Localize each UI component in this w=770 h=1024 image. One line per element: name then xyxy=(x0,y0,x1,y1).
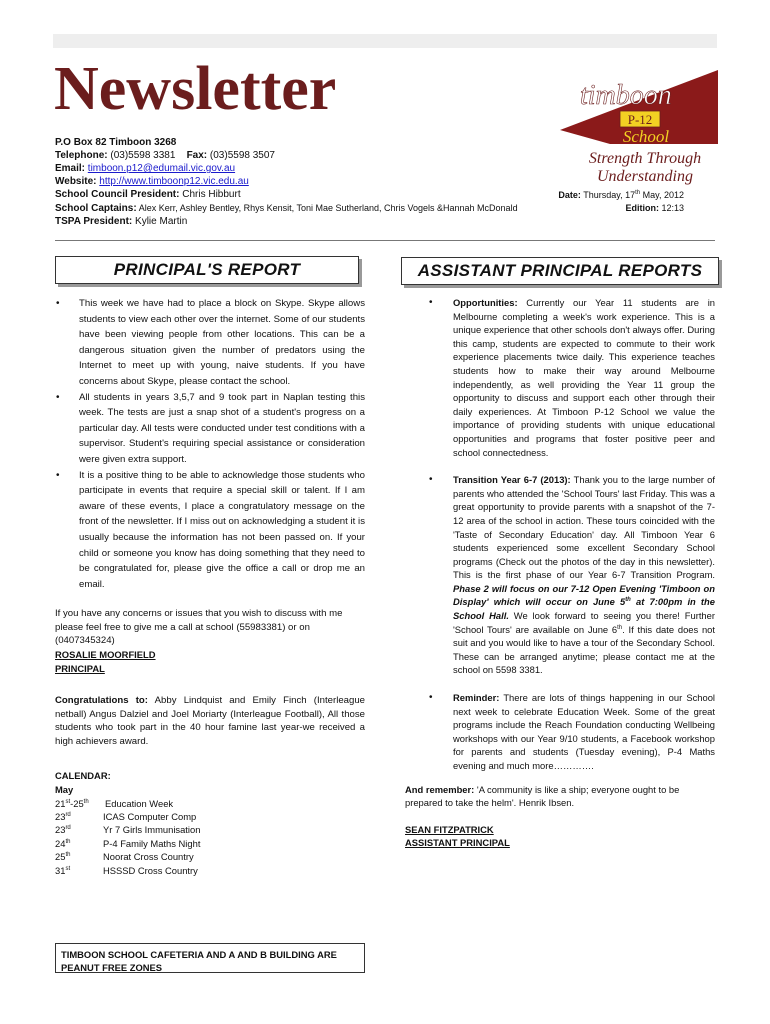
principal-bullet: • This week we have had to place a block on Skype. Skype allows students to view each other over the internet. Some of our students have been viewing people from other locations. This can be a dangerous situation given the number of predators using the Internet to meet up with young, naive students. If you have concerns about Skype, please contact the school. xyxy=(55,296,365,390)
calendar-heading: CALENDAR: xyxy=(55,769,111,781)
newsletter-title: Newsletter xyxy=(54,55,337,123)
calendar-entry: 24th P-4 Family Maths Night xyxy=(55,837,201,849)
email-line: Email: timboon.p12@edumail.vic.gov.au xyxy=(55,163,236,174)
assistant-principal-heading: ASSISTANT PRINCIPAL REPORTS xyxy=(401,257,719,285)
school-motto: Strength Through Understanding xyxy=(588,150,702,185)
principal-sign-title: PRINCIPAL xyxy=(55,662,105,674)
website-line: Website: http://www.timboonp12.vic.edu.au xyxy=(55,176,249,187)
principal-bullet: • All students in years 3,5,7 and 9 took part in Naplan testing this week. The tests are just a snap shot of a student's progress on a particular day. All tests were conducted under test conditions with a supervisor. Student's requiring special assistance or consideration were given extra support. xyxy=(55,390,365,468)
issue-date: Date: Thursday, 17th May, 2012 Edition: 12:13 xyxy=(558,190,684,213)
telephone-line: Telephone: (03)5598 3381 Fax: (03)5598 3507 xyxy=(55,150,275,161)
assistant-sign-name: SEAN FITZPATRICK xyxy=(405,823,494,835)
calendar-entry: 25th Noorat Cross Country xyxy=(55,851,194,863)
principal-report-heading: PRINCIPAL'S REPORT xyxy=(55,256,359,284)
calendar-entry: 31st HSSSD Cross Country xyxy=(55,864,198,876)
reminder-item: • Reminder: There are lots of things happening in our School next week to celebrate Education Week. Some of the great programs include the Reach Foundation conducting Wellbeing workshops with our Year 9/10 students, a Facebook workshop for parents and students (Tuesday evening), P-4 Maths evening and much more…………. xyxy=(405,691,715,773)
congratulations-text: Congratulations to: Abby Lindquist and Emily Finch (Interleague netball) Angus Dalziel and Joel Moriarty (Interleague Football), All those students who took part in the 40 hour famine last year-we received a high achievers award. xyxy=(55,695,365,748)
principal-report-body xyxy=(55,296,365,877)
email-link[interactable]: timboon.p12@edumail.vic.gov.au xyxy=(87,163,236,174)
peanut-free-notice: TIMBOON SCHOOL CAFETERIA AND A AND B BUILDING ARE PEANUT FREE ZONES xyxy=(55,943,365,973)
principal-sign-name: ROSALIE MOORFIELD xyxy=(55,649,156,661)
captains-line: School Captains: Alex Kerr, Ashley Bentley, Rhys Kensit, Toni Mae Sutherland, Chris Vogels &Hannah McDonald xyxy=(55,203,518,214)
and-remember-quote: And remember: 'A community is like a ship; everyone ought to be prepared to take the helm'. Henrik Ibsen. xyxy=(405,783,680,809)
logo-badge-text: P-12 xyxy=(627,112,653,127)
logo-school-text: School xyxy=(622,127,670,146)
transition-item: • Transition Year 6-7 (2013): Thank you to the large number of parents who attended the 'School Tours' last Friday. This was a great opportunity to provide parents with a snapshot of the 7-12 area of the school in action. These tours coincided with the 'Taste of Secondary Education' day. All Timboon Year 6 students experienced some excellent Secondary School programs (Check out the photos of the day in this newsletter). This is the first phase of our Year 6-7 Transition Program. Phase 2 will focus on our 7-12 Open Evening 'Timboon on Display' which will occur on June 5th at 7:00pm in the School Hall. We look forward to seeing you there! Further 'School Tours' are available on June 6th. If this date does not suit and you would like to have a tour of the Secondary School. These can be arranged anytime; please contact me at the school on 5598 3381. xyxy=(405,473,715,677)
council-line: School Council President: Chris Hibburt xyxy=(55,189,241,200)
opportunities-item: • Opportunities: Currently our Year 11 students are in Melbourne completing a week's work experience. This is a unique experience that other schools don't always offer. During this camp, students are expected to commute to their work experience placements twice daily. This experience teaches students how to make their way around Melbourne independently, as well providing the Year 11 group the opportunity to discuss and support each other through their daily experiences. At Timboon P-12 School we value the importance of providing students with unique educational opportunities and programs that foster positive peer and school connectedness. xyxy=(405,296,715,459)
principal-bullet: • It is a positive thing to be able to acknowledge those students who participate in events that require a special skill or talent. If I am aware of these events, I place a congratulatory message on the front of the newsletter. If I miss out on acknowledging a student it is usually because the information has not been passed on. If your child or someone you know has doing something that they need to be congratulated for, please give the office a call or drop me an email. xyxy=(55,468,365,593)
calendar-month: May xyxy=(55,783,74,795)
header-divider xyxy=(55,240,715,241)
principal-closing: If you have any concerns or issues that you wish to discuss with me please feel free to give me a call at school (55983381) or on (0407345324) xyxy=(55,608,343,647)
calendar xyxy=(55,769,365,877)
calendar-entry: 23rd Yr 7 Girls Immunisation xyxy=(55,824,201,836)
tspa-line: TSPA President: Kylie Martin xyxy=(55,216,188,227)
po-box: P.O Box 82 Timboon 3268 xyxy=(55,137,177,148)
calendar-entry: 21st-25th Education Week xyxy=(55,797,174,809)
calendar-entry: 23rd ICAS Computer Comp xyxy=(55,811,197,823)
assistant-sign-title: ASSISTANT PRINCIPAL xyxy=(405,837,510,849)
assistant-principal-body xyxy=(405,296,715,850)
website-link[interactable]: http://www.timboonp12.vic.edu.au xyxy=(99,176,249,187)
logo-word: timboon xyxy=(580,80,672,111)
header-band xyxy=(53,34,717,48)
school-logo xyxy=(556,66,720,146)
